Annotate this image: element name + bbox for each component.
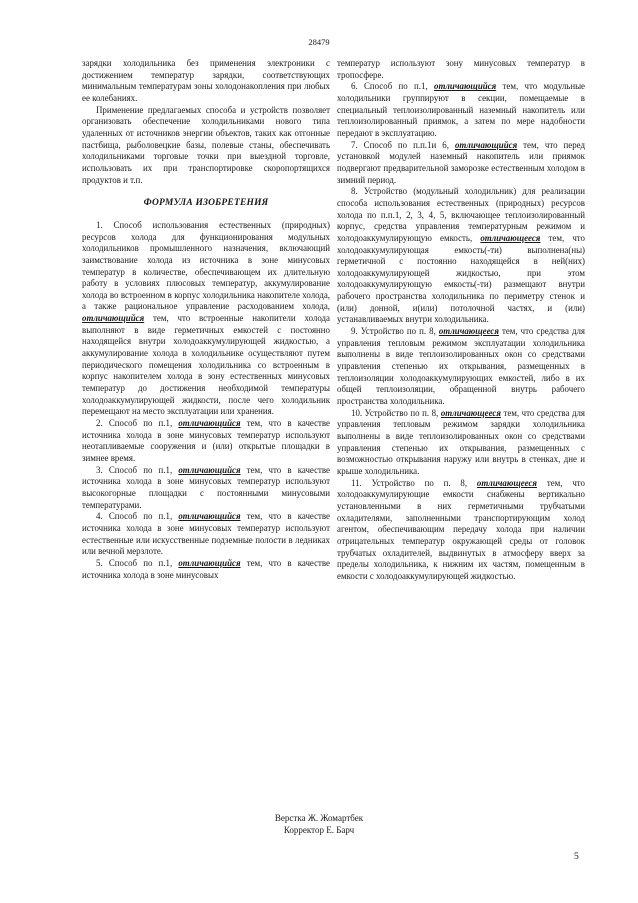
claim-5 — [82, 558, 330, 581]
claim-3-text-a: 3. Способ по п.1, — [96, 464, 179, 475]
claim-6-text-b: тем, что модульные холодильники группируют в секции, помещаемые в специальный теплоизолированный наземный накопитель или теплоизолированный приямок, а затем по мере надобности передают в эксплуатацию. — [337, 81, 585, 138]
claim-2-keyword: отличающийся — [178, 418, 241, 429]
claim-5-text-b: тем, что в качестве источника холода в зоне минусовых — [82, 557, 330, 580]
claim-6 — [337, 81, 585, 139]
claim-7-text-a: 7. Способ по п.п.1и 6, — [351, 139, 455, 150]
claim-5-text-a: 5. Способ по п.1, — [96, 557, 179, 568]
claim-11-text-b: тем, что холодоаккумулирующие емкости снабжены вертикально установленными в них герметичными трубчатыми охладителями, заполненными транспортирующим холод агентом, обеспечивающим передачу холода при наличии отрицательных температур окружающей среды от головок трубчатых охладителей, выдвинутых в атмосферу вверх за пределы холодильника, к нижним их частям, помещенным в емкости с холодоаккумулирующей жидкостью. — [337, 477, 585, 581]
claim-10-text-b: тем, что средства для управления тепловым режимом зарядки холодильника выполнены в виде теплоизолированных окон со средствами управления степенью их открывания, размещенных с возможностью открывания наружу или внутрь в стенках, дне и крыше холодильника. — [337, 407, 586, 476]
claim-8-text-a: 8. Устройство (модульный холодильник) для реализации способа использования естественных (природных) ресурсов холода по п.п.1, 2, 3, 4, 5, включающее теплоизолированный корпус, средства управления температурным режимом и холодоаккумулирующую емкость, — [337, 186, 585, 243]
claim-2 — [82, 418, 330, 465]
claim-9-text-b: тем, что средства для управления тепловым режимом эксплуатации холодильника выполнены в виде теплоизолированных окон со средствами управления степенью их открывания, размещенных в теплоизоляции холодоаккумулирующих емкостей, либо в их общей теплоизоляции, обращенной внутрь рабочего пространства холодильника. — [337, 326, 586, 407]
claim-10-keyword: отличающееся — [440, 407, 501, 418]
claim-4 — [82, 511, 330, 558]
claim-4-text-a: 4. Способ по п.1, — [96, 511, 179, 522]
claim-7-text-b: тем, что перед установкой модулей наземный накопитель или приямок подвергают предварительной заморозке естественным холодом в зимний период. — [337, 139, 586, 185]
claim-11-keyword: отличающееся — [476, 477, 537, 488]
claim-1-keyword: отличающийся — [82, 313, 145, 324]
claim-1 — [82, 220, 330, 418]
right-column — [337, 58, 585, 583]
claim-8 — [337, 186, 585, 326]
claim-1-text-b: тем, что встроенные накопители холода выполняют в виде герметичных емкостей с постоянно находящейся внутри холодоаккумулирующей жидкостью, а аккумулирование холода в холодильнике осуществляют путем периодического помещения холодильника со встроенным в корпус накопителем холода в зону естественных минусовых температур до достижения необходимой температуры холодоаккумулирующей жидкости, после чего холодильник перемещают на место эксплуатации или хранения. — [82, 313, 330, 417]
left-column — [82, 58, 330, 581]
claim-10-text-a: 10. Устройство по п. 8, — [351, 407, 441, 418]
claim-11-text-a: 11. Устройство по п. 8, — [351, 477, 477, 488]
credits — [0, 812, 638, 836]
claim-6-keyword: отличающийся — [434, 81, 497, 92]
claim-9 — [337, 326, 585, 408]
claim-5-continued: температур используют зону минусовых температур в тропосфере. — [337, 58, 585, 80]
claim-1-text-a: 1. Способ использования естественных (природных) ресурсов холода для функционирования модульных холодильников промышленного назначения, включающий заимствование холода из источника в зоне минусовых температур в количестве, обеспечивающем их длительную работу в условиях плюсовых температур, аккумулирование холода во встроенном в корпус холодильника накопителе холода, а также рациональное управление расходованием холода, — [82, 219, 330, 312]
paragraph-intro: зарядки холодильника без применения электроники с достижением температур зарядки, соответствующих минимальным температурам зоны холодонакопления при любых ее колебаниях. — [82, 58, 330, 103]
claim-6-text-a: 6. Способ по п.1, — [351, 81, 435, 92]
paragraph-application: Применение предлагаемых способа и устройств позволяет организовать обеспечение холодильниками нового типа удаленных от источников энергии объектов, таких как отгонные пастбища, рыболовецкие базы, полевые станы, обеспечивать холодильниками торговые точки при выездной торговле, использовать их при транспортировке скоропортящихся продуктов и т.п. — [82, 104, 330, 185]
proof-credit: Корректор Е. Барч — [283, 825, 355, 835]
page-number: 5 — [574, 852, 579, 862]
claim-3-keyword: отличающийся — [178, 464, 241, 475]
claim-9-keyword: отличающееся — [438, 326, 499, 337]
claim-2-text-a: 2. Способ по п.1, — [96, 418, 179, 429]
formula-title: ФОРМУЛА ИЗОБРЕТЕНИЯ — [143, 198, 269, 209]
claim-3-text-b: тем, что в качестве источника холода в зоне минусовых температур используют высокогорные площадки с постоянными минусовыми температурами. — [82, 464, 330, 510]
claim-11 — [337, 478, 585, 583]
claim-7-keyword: отличающийся — [454, 139, 518, 150]
claim-4-text-b: тем, что в качестве источника холода в зоне минусовых температур используют естественные или искусственные подземные полости в ледниках или вечной мерзлоте. — [82, 511, 330, 557]
claim-8-text-b: тем, что холодоаккумулирующая емкость(-ти) выполнена(ны) герметичной с постоянно находящейся в ней(них) холодоаккумулирующей жидкостью, при этом холодоаккумулирующую емкость(-ти) размещают внутри рабочего пространства холодильника по периметру стенок и (или) донной, и(или) потолочной частях, и (или) устанавливаемых внутри холодильника. — [337, 232, 585, 325]
claim-10 — [337, 408, 585, 478]
document-number: 28479 — [308, 37, 330, 47]
layout-credit: Верстка Ж. Жомартбек — [274, 813, 364, 823]
claim-8-keyword: отличающееся — [480, 232, 541, 243]
claim-4-keyword: отличающийся — [178, 511, 241, 522]
claim-3 — [82, 465, 330, 512]
claim-7 — [337, 140, 585, 187]
claim-2-text-b: тем, что в качестве источника холода в зоне минусовых температур используют неотапливаемые сооружения и (или) открытые площадки в зимнее время. — [82, 418, 330, 463]
claim-9-text-a: 9. Устройство по п. 8, — [351, 326, 439, 337]
claim-5-keyword: отличающийся — [178, 557, 241, 568]
